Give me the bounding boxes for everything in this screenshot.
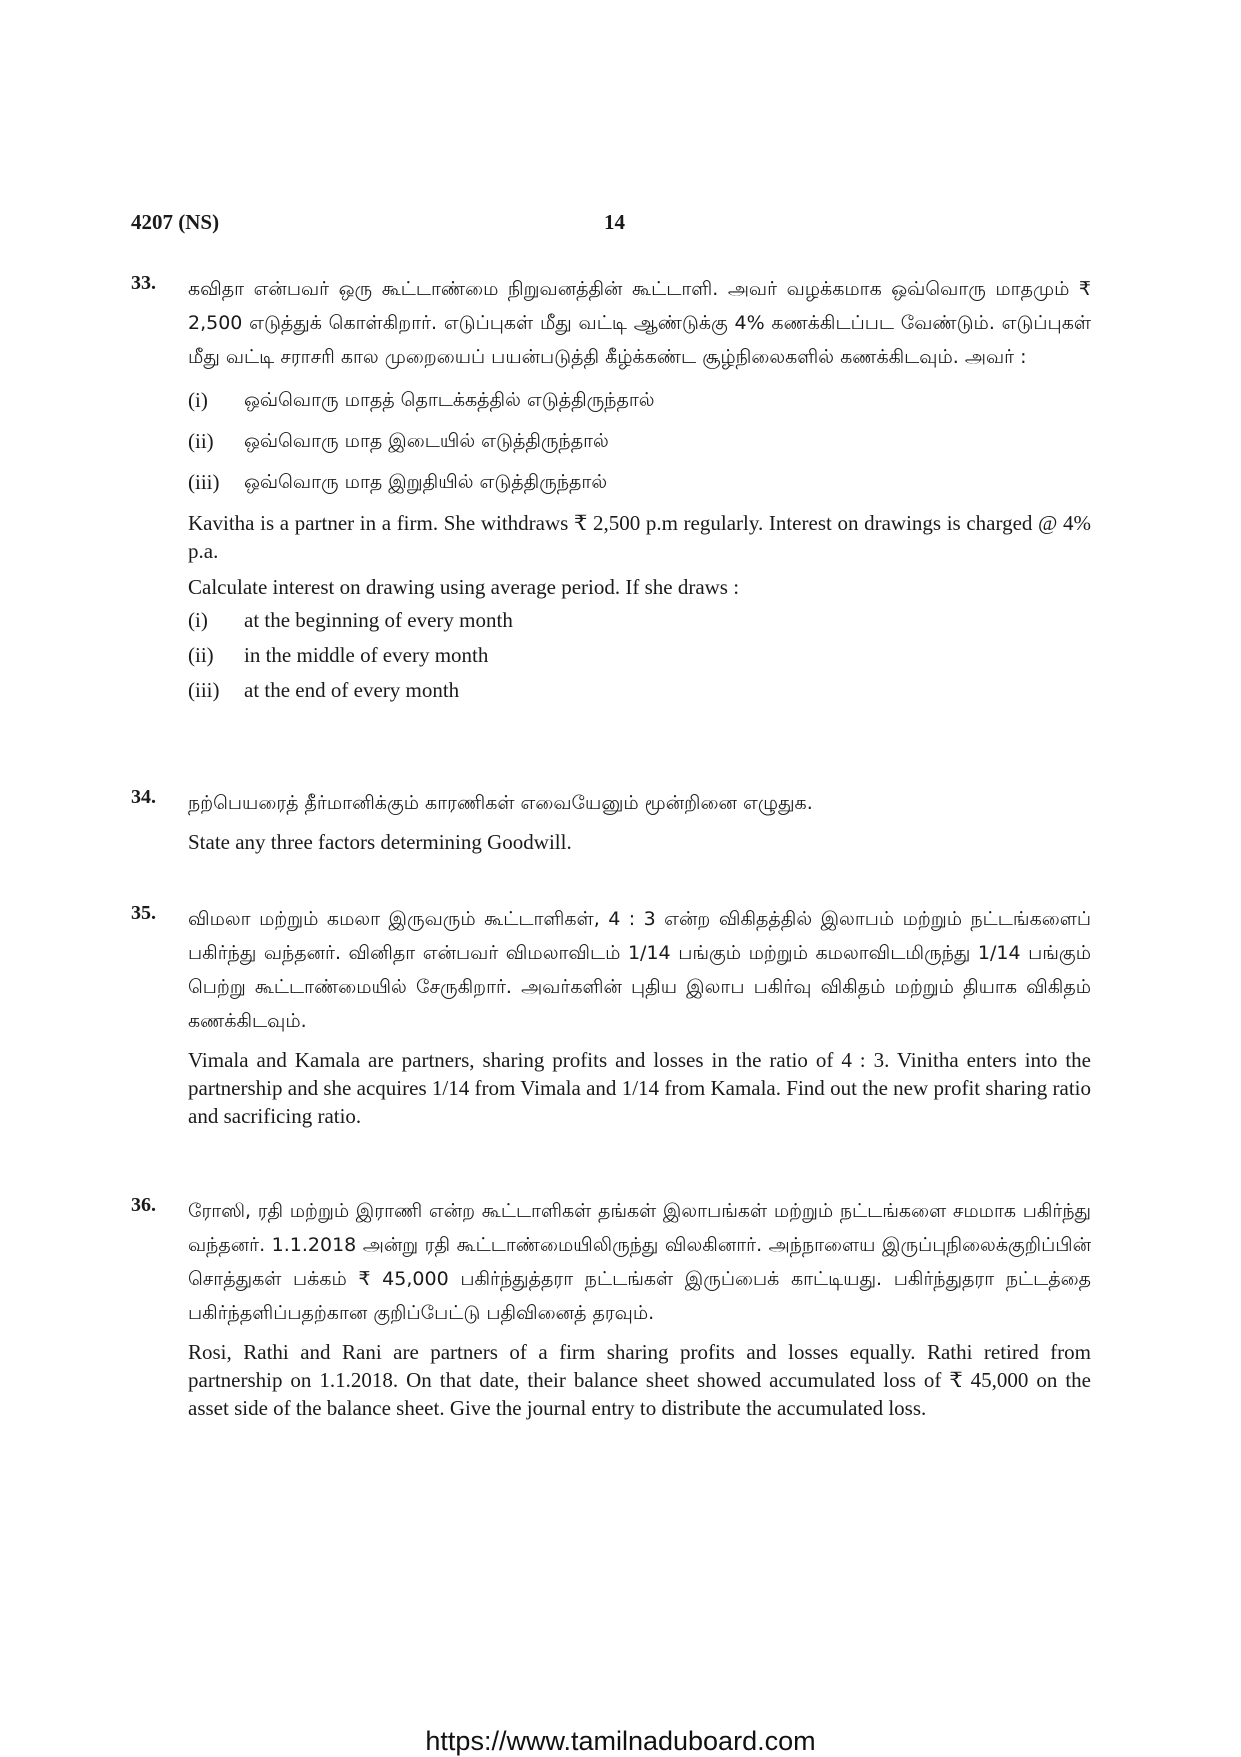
page-number: 14 <box>604 210 625 234</box>
option-marker: (i) <box>188 388 208 412</box>
option-marker: (ii) <box>188 429 214 453</box>
option-marker: (iii) <box>188 678 220 702</box>
option-text: ஒவ்வொரு மாத இடையில் எடுத்திருந்தால் <box>244 430 609 452</box>
list-item <box>188 462 1091 503</box>
list-item <box>188 638 1091 673</box>
question-english-text: Kavitha is a partner in a firm. She withdraws ₹ 2,500 p.m regularly. Interest on drawings is charged @ 4% p.a. <box>188 511 1091 563</box>
option-text: at the end of every month <box>244 678 460 702</box>
question-english-instruction: Calculate interest on drawing using average period. If she draws : <box>188 575 740 599</box>
list-item <box>188 380 1091 421</box>
tamil-options-list <box>188 380 1091 503</box>
option-text: in the middle of every month <box>244 643 489 667</box>
list-item <box>188 421 1091 462</box>
question-tamil-text: கவிதா என்பவர் ஒரு கூட்டாண்மை நிறுவனத்தின் கூட்டாளி. அவர் வழக்கமாக ஒவ்வொரு மாதமும் ₹ 2,500 எடுத்துக் கொள்கிறார். எடுப்புகள் மீது வட்டி ஆண்டுக்கு 4% கணக்கிடப்பட வேண்டும். எடுப்புகள் மீது வட்டி சராசரி கால முறையைப் பயன்படுத்தி கீழ்க்கண்ட சூழ்நிலைகளில் கணக்கிடவும். அவர் : <box>188 278 1091 368</box>
question-number: 36. <box>131 1194 156 1216</box>
question-number: 35. <box>131 902 156 924</box>
question-tamil-text: விமலா மற்றும் கமலா இருவரும் கூட்டாளிகள், 4 : 3 என்ற விகிதத்தில் இலாபம் மற்றும் நட்டங்களைப் பகிர்ந்து வந்தனர். வினிதா என்பவர் விமலாவிடம் 1/14 பங்கும் மற்றும் கமலாவிடமிருந்து 1/14 பங்கும் பெற்று கூட்டாண்மையில் சேருகிறார். அவர்களின் புதிய இலாப பகிர்வு விகிதம் மற்றும் தியாக விகிதம் கணக்கிடவும். <box>188 908 1091 1032</box>
list-item <box>188 603 1091 638</box>
option-marker: (iii) <box>188 470 220 494</box>
question-english-text: State any three factors determining Goodwill. <box>188 830 572 854</box>
footer-url[interactable]: https://www.tamilnaduboard.com <box>425 1726 816 1756</box>
question-english-text: Rosi, Rathi and Rani are partners of a firm sharing profits and losses equally. Rathi retired from partnership on 1.1.2018. On that date, their balance sheet showed accumulated loss of ₹ 45,000 on the asset side of the balance sheet. Give the journal entry to distribute the accumulated loss. <box>188 1340 1091 1420</box>
question-tamil-text: நற்பெயரைத் தீர்மானிக்கும் காரணிகள் எவையேனும் மூன்றினை எழுதுக. <box>188 792 813 814</box>
question-number: 33. <box>131 272 156 294</box>
option-marker: (ii) <box>188 643 214 667</box>
question-number: 34. <box>131 786 156 808</box>
paper-code: 4207 (NS) <box>131 210 220 234</box>
option-text: at the beginning of every month <box>244 608 513 632</box>
list-item <box>188 673 1091 708</box>
question-tamil-text: ரோஸி, ரதி மற்றும் இராணி என்ற கூட்டாளிகள் தங்கள் இலாபங்கள் மற்றும் நட்டங்களை சமமாக பகிர்ந்து வந்தனர். 1.1.2018 அன்று ரதி கூட்டாண்மையிலிருந்து விலகினார். அந்நாளைய இருப்புநிலைக்குறிப்பின் சொத்துகள் பக்கம் ₹ 45,000 பகிர்ந்துத்தரா நட்டங்கள் இருப்பைக் காட்டியது. பகிர்ந்துதரா நட்டத்தை பகிர்ந்தளிப்பதற்கான குறிப்பேட்டு பதிவினைத் தரவும். <box>188 1200 1091 1324</box>
option-text: ஒவ்வொரு மாதத் தொடக்கத்தில் எடுத்திருந்தால் <box>244 389 655 411</box>
option-marker: (i) <box>188 608 208 632</box>
option-text: ஒவ்வொரு மாத இறுதியில் எடுத்திருந்தால் <box>244 471 608 493</box>
english-options-list <box>188 603 1091 708</box>
question-english-text: Vimala and Kamala are partners, sharing profits and losses in the ratio of 4 : 3. Vinitha enters into the partnership and she acquires 1/14 from Vimala and 1/14 from Kamala. Find out the new profit sharing ratio and sacrificing ratio. <box>188 1048 1091 1128</box>
